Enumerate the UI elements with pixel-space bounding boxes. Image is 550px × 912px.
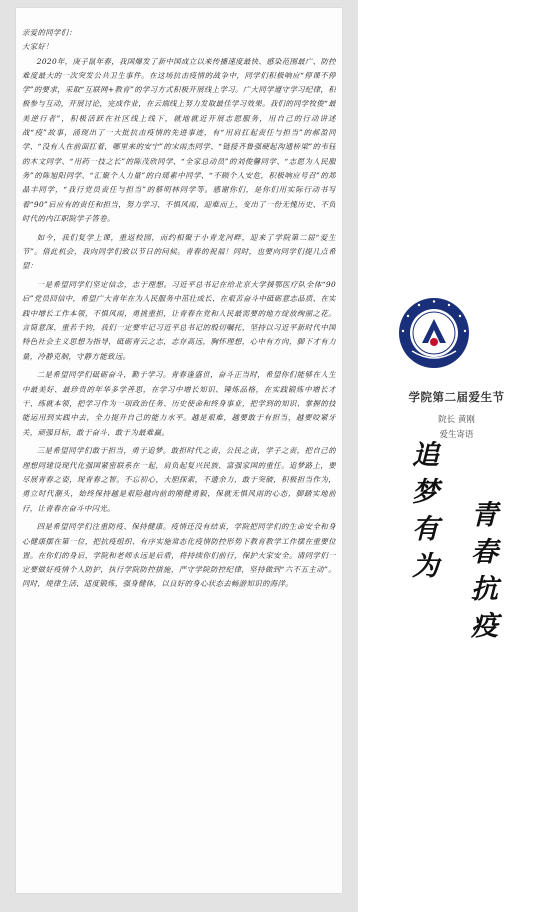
letter-greeting: 大家好！ (22, 42, 53, 52)
seal-emblem-icon (398, 297, 470, 369)
letter-paragraph: 2020年，庚子鼠年春，我国爆发了新中国成立以来传播速度最快、感染范围最广、防控难度最大的一次突发公共卫生事件。在这场抗击疫情的战争中，同学们积极响应“停课不停学”的要求，采取“互联网+教育”的学习方式积极开展线上学习。广大同学遵守学习纪律，积极参与互动，开展讨论，完成作业，在云端线上努力发取最佳学习效果。我们的同学牧俊“最美逆行者”，积极活跃在社区线上线下，就地就近开展志愿服务，用自己的行动讲述战“疫”故事，涌现出了一大批抗击疫情的先进事迹，有“用肩扛起责任与担当”的郝盈同学、“没有人在前面扛着，哪里来的安宁”的宋雨杰同学、“链接齐鲁强硬起沟通桥梁”的韦钰的木文同学、“用药一技之长”的陈茂欣同学、“全家总动员”的刘俊馨同学、“志愿为人民服务”的陈旭阳同学、“汇聚个人力量”的白瑶素中同学、“不顾个人安危，积极响应号召”的郑晶丰同学，“我行党员责任与担当”的蔡明林同学等。感谢你们，是你们用实际行动书写着“90”后应有的责任和担当，努力学习、不惧风雨，迎难而上，变出了一份无愧历史、不负时代的内江职院学子答卷。 (22, 56, 336, 223)
motto-line-1: 追梦有为 (407, 440, 438, 588)
author-line: 院长 黄刚 (438, 415, 475, 425)
letter-body (22, 26, 336, 886)
letter-paragraph: 如今，我们复学上课，重返校园，而约相聚于小青龙河畔，迎来了学院第二届“爱生节”。借此机会，我向同学们致以节日的问候。青春的祝福！同时，也要向同学们提几点希望： (22, 232, 336, 271)
letter-paragraph: 三是希望同学们敢于担当，勇于追梦。敢担时代之责，公民之责，学子之责，把自己的理想同建设现代化强国紧密联系在一起，肩负起复兴民族、富强家国的重任。追梦路上，要尽展青春之姿，现青春之智。不忘初心，大胆探索，不遗余力，敢于突破，积极担当作为，勇立时代潮头，始终保持越是艰险越向前的刚健勇毅，保就无惧风雨的心态，脚踏实地前行，让青春在奋斗中闪光。 (22, 446, 336, 513)
event-title: 学院第二届爱生节 (408, 390, 505, 404)
letter-paragraph: 二是希望同学们砥砺奋斗，勤于学习。青春逢盛世，奋斗正当时，希望你们能够在人生中最美好、最珍贵的年华多学善思，在学习中增长知识、锤炼品格，在实践锻炼中增长才干、练就本领，把学习作为一项政治任务、历史使命和终身事业，把学到的知识、掌握的技能运用到实践中去，全力提升自己的能力水平。越是艰难，越要敢于有担当，越要咬紧牙关，顽强目标，敢于奋斗、敢于为最难赢。 (22, 370, 336, 437)
message-subtitle: 爱生寄语 (439, 430, 474, 440)
letter-salutation: 亲爱的同学们： (22, 28, 77, 37)
letter-paragraph: 一是希望同学们坚定信念，志于理想。习近平总书记在给北京大学援鄂医疗队全体“90后”党员回信中，希望广大青年在为人民服务中茁壮成长、在艰苦奋斗中砥砺意志品质、在实践中增长工作本领，不惧风雨，勇挑重担，让青春在党和人民最需要的地方绽放绚丽之花。言简意深、重若千钧，我们一定要牢记习近平总书记的殷切嘱托，坚持以习近平新时代中国特色社会主义思想为指导，砥砺青云之志，志存高远，胸怀理想，心中有方向，脚下才有力量，冷静克制，守静方能致远。 (22, 280, 336, 361)
letter-paragraph: 四是希望同学们注重防疫、保持健康。疫情还没有结束，学院把同学们的生命安全和身心健康摆在第一位，把抗疫组织、有序实施常态化疫情防控形势下教育教学工作摆在重要位置。在你们的身后，学院和老师永远是后盾，将持续你们前行，保护大家安全。请同学们一定要做好疫情个人防护，执行学院防控措施，严守学院防控纪律，坚持做到“六不五主动”。同时，规律生活、适度锻炼，强身健体，以良好的身心状态去畅游知识的海洋。 (22, 522, 336, 589)
motto-line-2: 青春抗疫 (466, 500, 497, 648)
